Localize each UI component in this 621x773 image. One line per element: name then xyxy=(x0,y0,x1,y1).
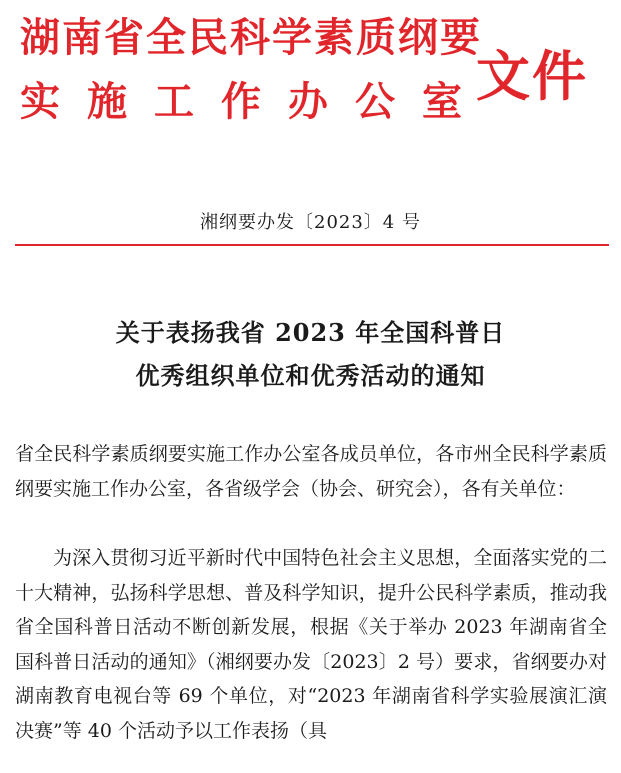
header-doc-type: 文件 xyxy=(476,45,588,108)
body-paragraph: 为深入贯彻习近平新时代中国特色社会主义思想，全面落实党的二十大精神，弘扬科学思想、普及科学知识，提升公民科学素质，推动我省全国科普日活动不断创新发展，根据《关于举办 2023 年湖南省全国科普日活动的通知》（湘纲要办发〔2023〕2 号）要求，省纲要办对湖南教育电视台等 69 个单位，对“2023 年湖南省科学实验展演汇演决赛”等 40 个活动予以工作表扬（具 xyxy=(15,547,607,742)
document-title-line2: 优秀组织单位和优秀活动的通知 xyxy=(135,361,486,390)
red-divider xyxy=(15,244,609,246)
header-org-line2: 实施工作办公室 xyxy=(20,79,489,125)
document-title-line1: 关于表扬我省 2023 年全国科普日 xyxy=(115,318,506,347)
header-org-line1: 湖南省全民科学素质纲要 xyxy=(20,15,482,61)
document-number: 湘纲要办发〔2023〕4 号 xyxy=(200,212,421,233)
salutation: 省全民科学素质纲要实施工作办公室各成员单位，各市州全民科学素质纲要实施工作办公室，各省级学会（协会、研究会），各有关单位： xyxy=(15,443,607,500)
